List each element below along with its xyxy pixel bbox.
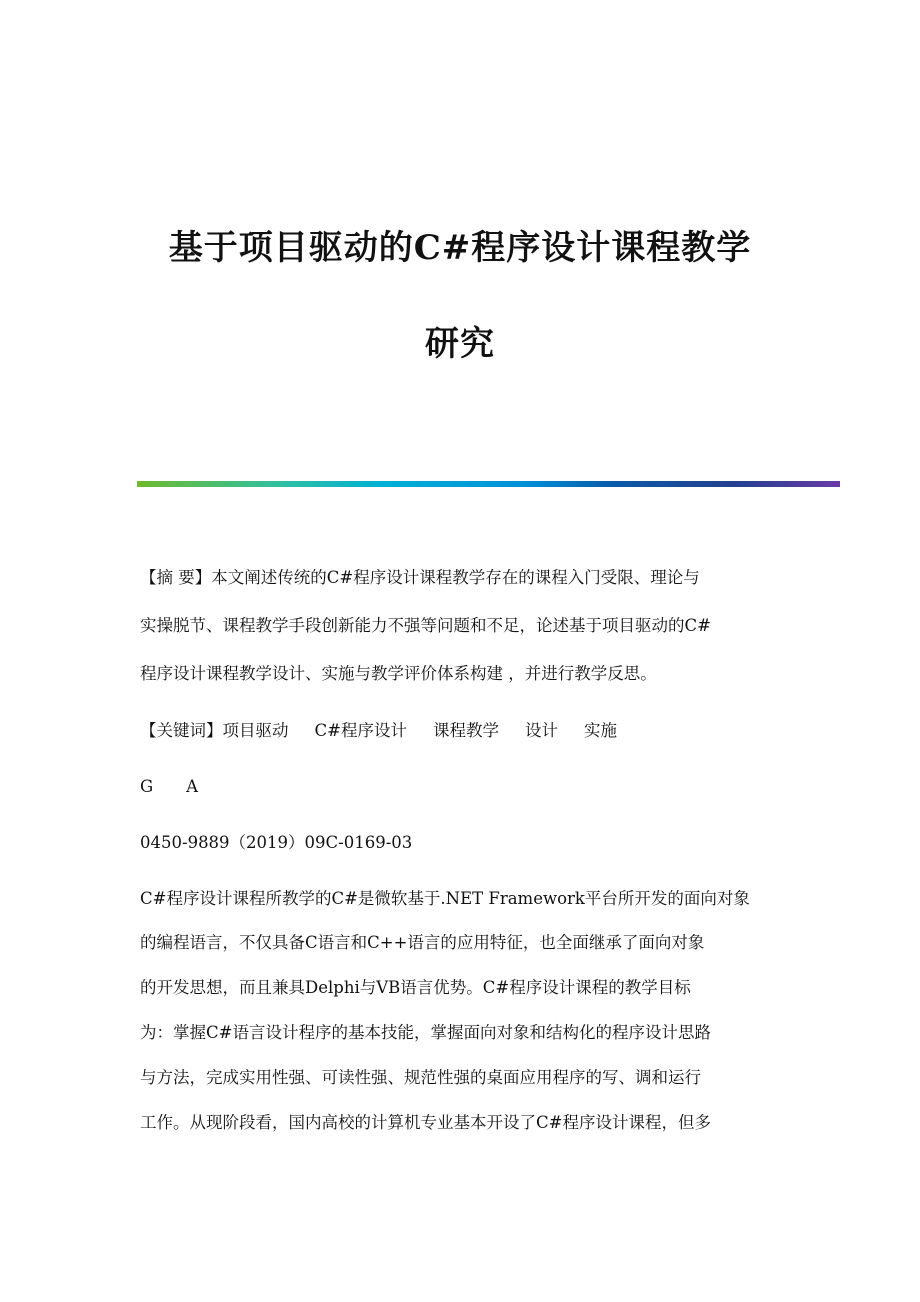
body-line: 的开发思想，而且兼具Delphi与VB语言优势。C#程序设计课程的教学目标 — [140, 978, 691, 997]
keyword: 实施 — [583, 721, 617, 740]
keyword: 项目驱动 — [222, 721, 289, 740]
body-line: 为：掌握C#语言设计程序的基本技能，掌握面向对象和结构化的程序设计思路 — [140, 1023, 711, 1042]
keyword: C#程序设计 — [314, 721, 407, 740]
body-line: C#程序设计课程所教学的C#是微软基于.NET Framework平台所开发的面向对象 — [140, 889, 750, 908]
classification-code: G A — [140, 777, 199, 796]
keyword: 设计 — [524, 721, 558, 740]
keyword: 课程教学 — [432, 721, 499, 740]
abstract-line: 程序设计课程教学设计、实施与教学评价体系构建 ，并进行教学反思。 — [140, 664, 657, 683]
document-title-line-2: 研究 — [425, 324, 495, 364]
keywords — [140, 721, 785, 741]
body-line: 的编程语言，不仅具备C语言和C++语言的应用特征，也全面继承了面向对象 — [140, 933, 705, 952]
body-line: 与方法，完成实用性强、可读性强、规范性强的桌面应用程序的写、调和运行 — [140, 1068, 701, 1087]
abstract-line: 【摘 要】本文阐述传统的C#程序设计课程教学存在的课程入门受限、理论与 — [140, 568, 700, 587]
article-id: 0450-9889（2019）09C-0169-03 — [140, 833, 413, 852]
keywords-label: 【关键词】 — [140, 721, 223, 740]
body-line: 工作。从现阶段看，国内高校的计算机专业基本开设了C#程序设计课程，但多 — [140, 1113, 711, 1132]
gradient-divider — [137, 481, 840, 487]
document-title-line-1: 基于项目驱动的C#程序设计课程教学 — [168, 228, 752, 268]
abstract-line: 实操脱节、课程教学手段创新能力不强等问题和不足，论述基于项目驱动的C# — [140, 616, 711, 635]
